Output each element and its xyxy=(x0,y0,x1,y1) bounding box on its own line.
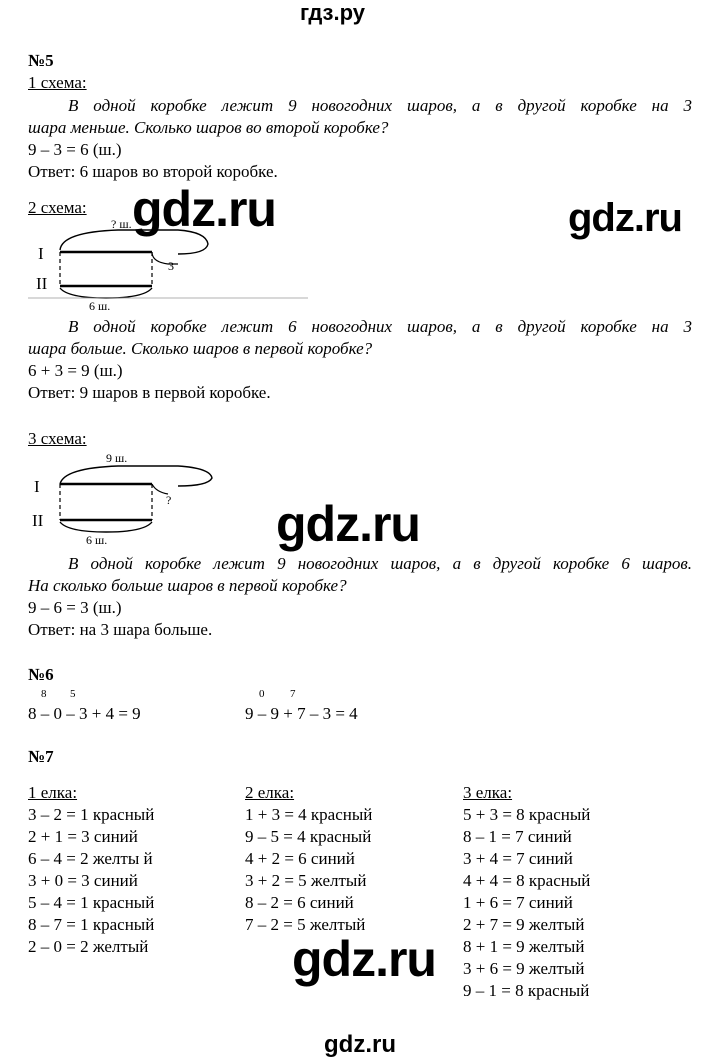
scheme-3-top-label: 9 ш. xyxy=(106,451,128,465)
tree-2-line: 8 – 2 = 6 синий xyxy=(245,893,354,912)
watermark: gdz.ru xyxy=(324,1031,396,1058)
scheme-3-diagram xyxy=(28,446,228,546)
tree-1-title: 1 елка: xyxy=(28,783,78,802)
watermark: gdz.ru xyxy=(568,196,682,240)
expr-2-superscript-b: 7 xyxy=(290,688,296,700)
tree-3-line: 9 – 1 = 8 красный xyxy=(463,981,590,1000)
tree-1-column xyxy=(28,782,154,958)
scheme-2-diff-brace xyxy=(152,252,178,264)
watermark: gdz.ru xyxy=(292,931,436,987)
scheme-2-problem-line-1: В одной коробке лежит 6 новогодних шаров, а в другой коробке на 3 xyxy=(68,317,692,336)
tree-1-line: 3 + 0 = 3 синий xyxy=(28,871,138,890)
tree-1-line: 2 – 0 = 2 желтый xyxy=(28,937,149,956)
tree-2-line: 7 – 2 = 5 желтый xyxy=(245,915,366,934)
scheme-1-title: 1 схема: xyxy=(28,73,87,92)
tree-3-line: 1 + 6 = 7 синий xyxy=(463,893,573,912)
tree-2-line: 4 + 2 = 6 синий xyxy=(245,849,355,868)
scheme-3-title: 3 схема: xyxy=(28,429,87,448)
site-header: гдз.ру xyxy=(300,0,365,25)
scheme-2-solution: 6 + 3 = 9 (ш.) xyxy=(28,361,123,380)
task-6-number: №6 xyxy=(28,665,54,684)
tree-3-line: 3 + 6 = 9 желтый xyxy=(463,959,585,978)
tree-1-line: 5 – 4 = 1 красный xyxy=(28,893,155,912)
scheme-2-row-2-label: II xyxy=(36,274,48,293)
scheme-3-solution: 9 – 6 = 3 (ш.) xyxy=(28,598,122,617)
scheme-3-bottom-label: 6 ш. xyxy=(86,533,108,546)
task-7-number: №7 xyxy=(28,747,54,766)
scheme-3-bottom-brace xyxy=(60,522,152,532)
scheme-3-row-1-label: I xyxy=(34,477,40,496)
scheme-2-problem-line-2: шара больше. Сколько шаров в первой коробке? xyxy=(28,339,373,358)
scheme-3-diff-label: ? xyxy=(166,493,172,507)
scheme-1-answer: Ответ: 6 шаров во второй коробке. xyxy=(28,162,278,181)
expr-1: 8 – 0 – 3 + 4 = 9 xyxy=(28,704,141,723)
scheme-3-row-2-label: II xyxy=(32,511,44,530)
tree-3-line: 4 + 4 = 8 красный xyxy=(463,871,591,890)
tree-1-line: 6 – 4 = 2 желты й xyxy=(28,849,153,868)
tree-3-line: 8 + 1 = 9 желтый xyxy=(463,937,585,956)
tree-3-line: 3 + 4 = 7 синий xyxy=(463,849,573,868)
tree-2-line: 3 + 2 = 5 желтый xyxy=(245,871,367,890)
scheme-2-diff-label: 3 xyxy=(168,259,174,273)
expr-1-superscript-b: 5 xyxy=(70,688,76,700)
tree-3-column xyxy=(463,782,590,1002)
tree-2-line: 9 – 5 = 4 красный xyxy=(245,827,372,846)
tree-3-title: 3 елка: xyxy=(463,783,513,802)
scheme-3-answer: Ответ: на 3 шара больше. xyxy=(28,620,213,639)
tree-1-line: 3 – 2 = 1 красный xyxy=(28,805,155,824)
scheme-2-top-label: ? ш. xyxy=(111,217,132,231)
tree-2-title: 2 елка: xyxy=(245,783,295,802)
scheme-3-problem-line-2: На сколько больше шаров в первой коробке? xyxy=(28,576,347,595)
watermark: gdz.ru xyxy=(276,496,420,552)
tree-2-line: 1 + 3 = 4 красный xyxy=(245,805,373,824)
expr-2-superscript-a: 0 xyxy=(259,688,265,700)
tree-1-line: 8 – 7 = 1 красный xyxy=(28,915,155,934)
scheme-2-bottom-label: 6 ш. xyxy=(89,299,111,312)
tree-3-line: 5 + 3 = 8 красный xyxy=(463,805,591,824)
watermark: gdz.ru xyxy=(132,181,276,237)
tree-2-column xyxy=(245,782,372,936)
tree-3-line: 2 + 7 = 9 желтый xyxy=(463,915,585,934)
scheme-2-row-1-label: I xyxy=(38,244,44,263)
tree-1-line: 2 + 1 = 3 синий xyxy=(28,827,138,846)
expr-1-superscript-a: 8 xyxy=(41,688,47,700)
scheme-2-answer: Ответ: 9 шаров в первой коробке. xyxy=(28,383,271,402)
scheme-1-problem-line-2: шара меньше. Сколько шаров во второй коробке? xyxy=(28,118,389,137)
tree-3-line: 8 – 1 = 7 синий xyxy=(463,827,572,846)
expr-2: 9 – 9 + 7 – 3 = 4 xyxy=(245,704,358,723)
scheme-2-title: 2 схема: xyxy=(28,198,87,217)
scheme-2-bottom-brace xyxy=(60,288,152,298)
scheme-3-problem-line-1: В одной коробке лежит 9 новогодних шаров, а в другой коробке 6 шаров. xyxy=(68,554,692,573)
scheme-1-solution: 9 – 3 = 6 (ш.) xyxy=(28,140,122,159)
task-5-number: №5 xyxy=(28,51,54,70)
scheme-1-problem-line-1: В одной коробке лежит 9 новогодних шаров, а в другой коробке на 3 xyxy=(68,96,692,115)
